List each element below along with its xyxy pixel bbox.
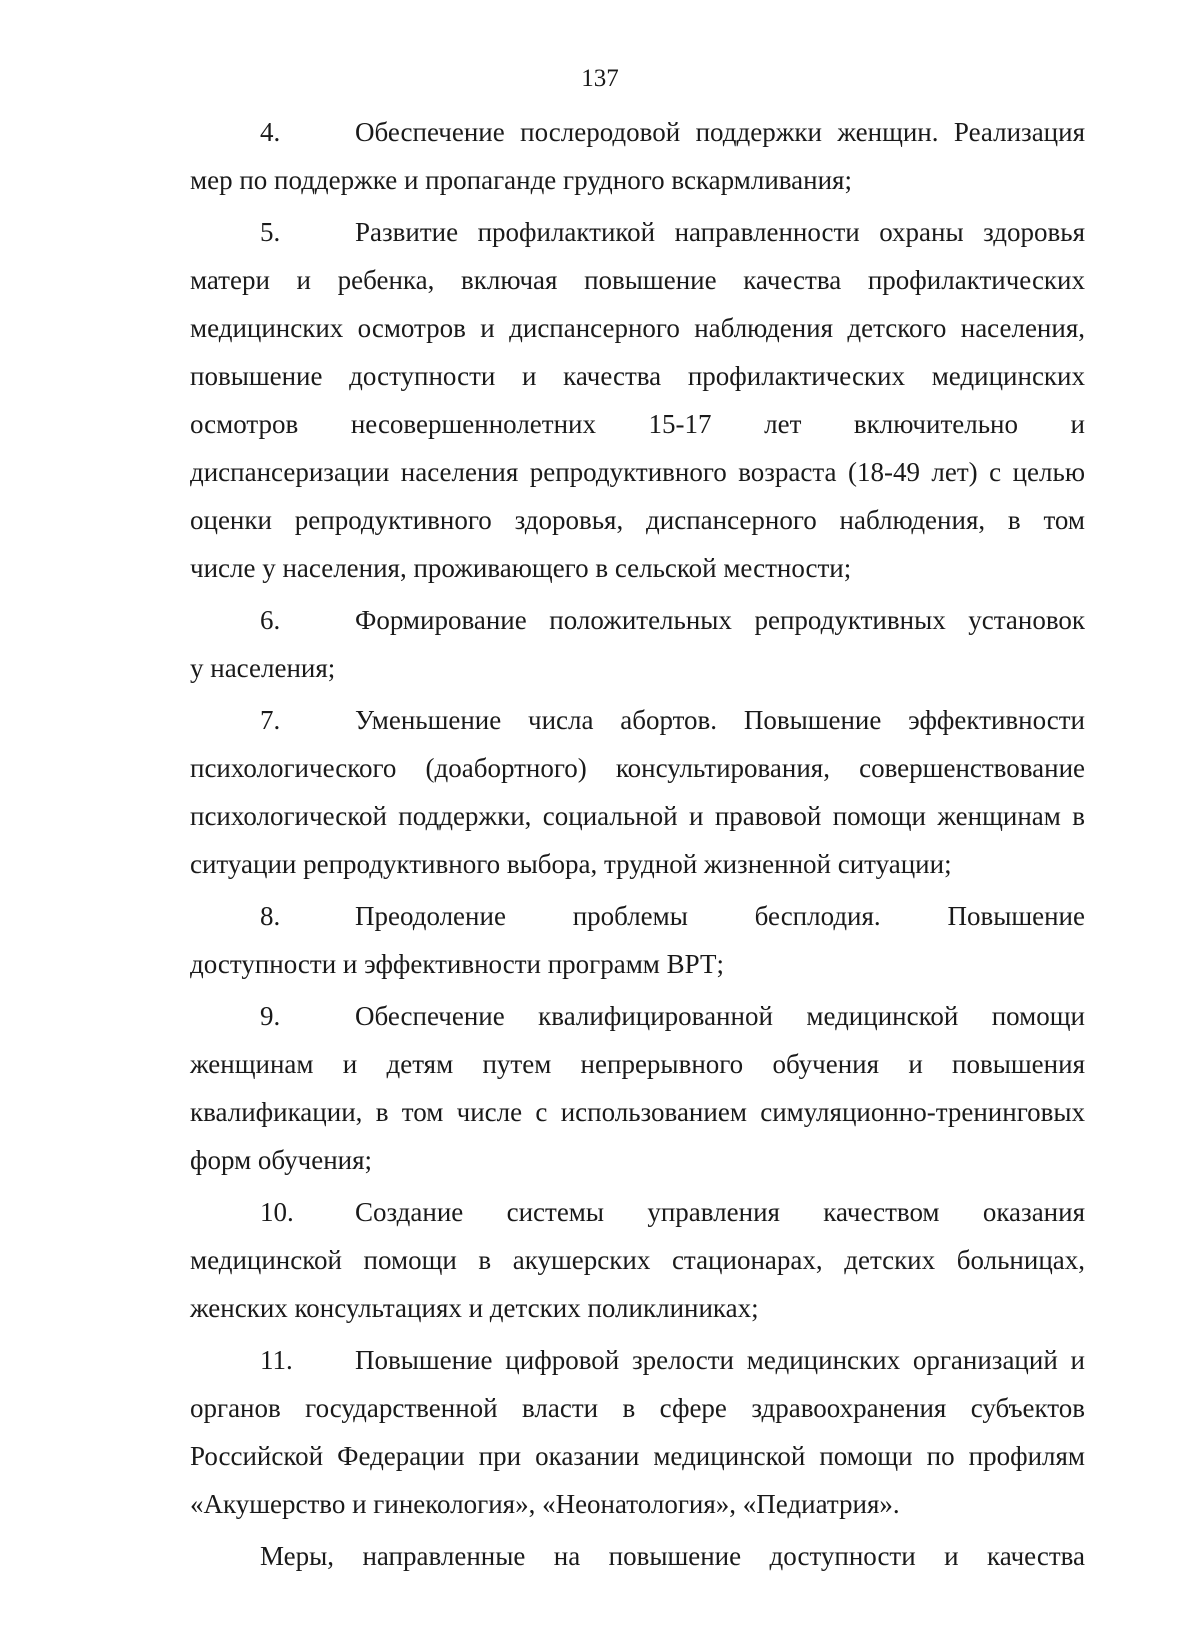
list-item-first-line [190,596,1085,644]
list-item-text: женских консультациях и детских поликлиниках; [190,1293,759,1323]
list-item-first-line [190,208,1085,256]
list-item-text: женщинам и детям путем непрерывного обучения и повышения [190,1049,1085,1079]
list-item-text: повышение доступности и качества профилактических медицинских [190,361,1085,391]
list-item-first-line [190,108,1085,156]
document-body [190,108,1085,1584]
list-item-number: 6. [260,605,281,635]
list-item-text: оценки репродуктивного здоровья, диспансерного наблюдения, в том [190,505,1085,535]
list-item [190,596,1085,692]
list-item-number: 5. [260,217,281,247]
closing-paragraph-text: Меры, направленные на повышение доступности и качества [260,1541,1085,1571]
list-item-text: мер по поддержке и пропаганде грудного вскармливания; [190,165,852,195]
list-item-text: форм обучения; [190,1145,373,1175]
list-item-text: Развитие профилактикой направленности охраны здоровья [355,217,1085,247]
list-item-text: психологического (доабортного) консультирования, совершенствование [190,753,1085,783]
list-item-text: ситуации репродуктивного выбора, трудной жизненной ситуации; [190,849,952,879]
list-item [190,1336,1085,1528]
list-item-text: психологической поддержки, социальной и правовой помощи женщинам в [190,801,1085,831]
list-item-number: 11. [260,1345,293,1375]
page-number: 137 [581,65,619,92]
list-item [190,696,1085,888]
list-item [190,892,1085,988]
closing-paragraph [190,1532,1085,1580]
list-item-first-line [190,1188,1085,1236]
list-item [190,1188,1085,1332]
list-item-text: «Акушерство и гинекология», «Неонатология», «Педиатрия». [190,1489,900,1519]
list-item-text: Создание системы управления качеством оказания [355,1197,1085,1227]
list-item-text: числе у населения, проживающего в сельской местности; [190,553,852,583]
list-item-first-line [190,1336,1085,1384]
list-item-first-line [190,892,1085,940]
list-item-text: квалификации, в том числе с использованием симуляционно-тренинговых [190,1097,1085,1127]
list-item-number: 7. [260,705,281,735]
list-item-text: органов государственной власти в сфере здравоохранения субъектов [190,1393,1085,1423]
list-item [190,992,1085,1184]
list-item-text: Обеспечение послеродовой поддержки женщин. Реализация [355,117,1085,147]
list-item-number: 8. [260,901,281,931]
list-item-text: матери и ребенка, включая повышение качества профилактических [190,265,1085,295]
list-item-text: у населения; [190,653,336,683]
list-item [190,208,1085,592]
list-item-text: Уменьшение числа абортов. Повышение эффективности [355,705,1085,735]
list-item-number: 4. [260,117,281,147]
list-item-text: доступности и эффективности программ ВРТ; [190,949,724,979]
list-item-text: Формирование положительных репродуктивных установок [355,605,1085,635]
list-item-first-line [190,696,1085,744]
list-item-first-line [190,992,1085,1040]
list-item-text: медицинских осмотров и диспансерного наблюдения детского населения, [190,313,1085,343]
list-item-text: медицинской помощи в акушерских стационарах, детских больницах, [190,1245,1085,1275]
list-item-text: Повышение цифровой зрелости медицинских организаций и [355,1345,1085,1375]
list-item [190,108,1085,204]
list-item-text: Российской Федерации при оказании медицинской помощи по профилям [190,1441,1085,1471]
list-item-text: диспансеризации населения репродуктивного возраста (18-49 лет) с целью [190,457,1085,487]
list-item-text: осмотров несовершеннолетних 15-17 лет включительно и [190,409,1085,439]
list-item-number: 9. [260,1001,281,1031]
list-item-text: Обеспечение квалифицированной медицинской помощи [355,1001,1085,1031]
list-item-text: Преодоление проблемы бесплодия. Повышение [355,901,1085,931]
list-item-number: 10. [260,1197,294,1227]
